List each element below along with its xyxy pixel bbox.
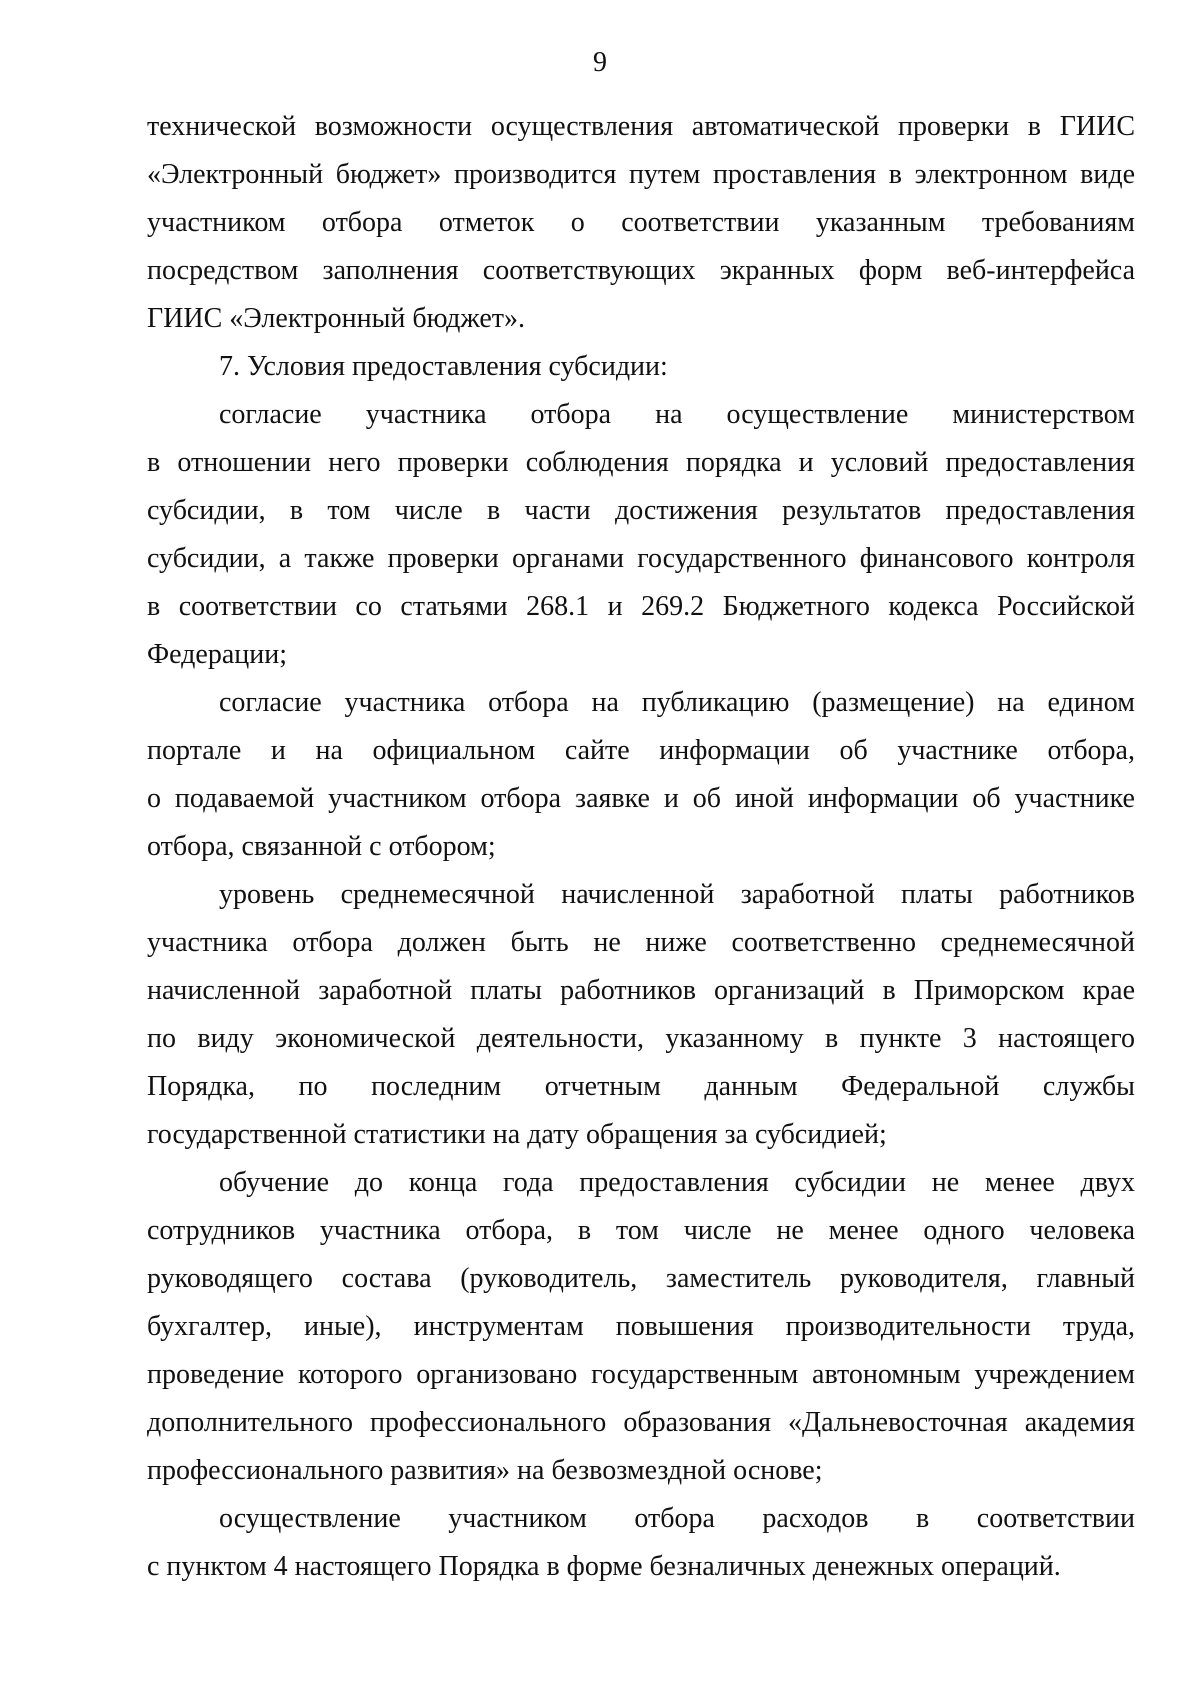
- text-line: уровень среднемесячной начисленной заработной платы работников: [219, 879, 1135, 910]
- text-line: ГИИС «Электронный бюджет».: [147, 303, 526, 334]
- text-line: государственной статистики на дату обращения за субсидией;: [147, 1119, 887, 1150]
- text-line: проведение которого организовано государственным автономным учреждением: [147, 1359, 1135, 1390]
- text-line: «Электронный бюджет» производится путем проставления в электронном виде: [147, 159, 1135, 190]
- document-body: [147, 103, 1135, 1591]
- text-line: бухгалтер, иные), инструментам повышения производительности труда,: [147, 1311, 1135, 1342]
- text-line: по виду экономической деятельности, указанному в пункте 3 настоящего: [147, 1023, 1135, 1054]
- text-line: с пунктом 4 настоящего Порядка в форме безналичных денежных операций.: [147, 1551, 1061, 1582]
- text-line: отбора, связанной с отбором;: [147, 831, 496, 862]
- text-line: согласие участника отбора на осуществление министерством: [219, 399, 1135, 430]
- text-line: в отношении него проверки соблюдения порядка и условий предоставления: [147, 447, 1135, 478]
- text-line: согласие участника отбора на публикацию (размещение) на едином: [219, 687, 1135, 718]
- text-line: участником отбора отметок о соответствии указанным требованиям: [147, 207, 1135, 238]
- text-line: субсидии, в том числе в части достижения результатов предоставления: [147, 495, 1135, 526]
- text-line: о подаваемой участником отбора заявке и об иной информации об участнике: [147, 783, 1135, 814]
- text-line: 7. Условия предоставления субсидии:: [219, 351, 668, 382]
- text-line: участника отбора должен быть не ниже соответственно среднемесячной: [147, 927, 1135, 958]
- text-line: руководящего состава (руководитель, заместитель руководителя, главный: [147, 1263, 1135, 1294]
- text-line: сотрудников участника отбора, в том числе не менее одного человека: [147, 1215, 1135, 1246]
- text-line: технической возможности осуществления автоматической проверки в ГИИС: [147, 111, 1135, 142]
- text-line: осуществление участником отбора расходов в соответствии: [219, 1503, 1135, 1534]
- text-line: портале и на официальном сайте информации об участнике отбора,: [147, 735, 1135, 766]
- text-line: обучение до конца года предоставления субсидии не менее двух: [219, 1167, 1135, 1198]
- text-line: субсидии, а также проверки органами государственного финансового контроля: [147, 543, 1135, 574]
- text-line: профессионального развития» на безвозмездной основе;: [147, 1455, 823, 1486]
- text-line: Порядка, по последним отчетным данным Федеральной службы: [147, 1071, 1135, 1102]
- text-line: Федерации;: [147, 639, 288, 670]
- text-line: начисленной заработной платы работников организаций в Приморском крае: [147, 975, 1135, 1006]
- text-line: посредством заполнения соответствующих экранных форм веб-интерфейса: [147, 255, 1135, 286]
- text-line: дополнительного профессионального образования «Дальневосточная академия: [147, 1407, 1135, 1438]
- page-number: 9: [593, 47, 607, 78]
- text-line: в соответствии со статьями 268.1 и 269.2 Бюджетного кодекса Российской: [147, 591, 1135, 622]
